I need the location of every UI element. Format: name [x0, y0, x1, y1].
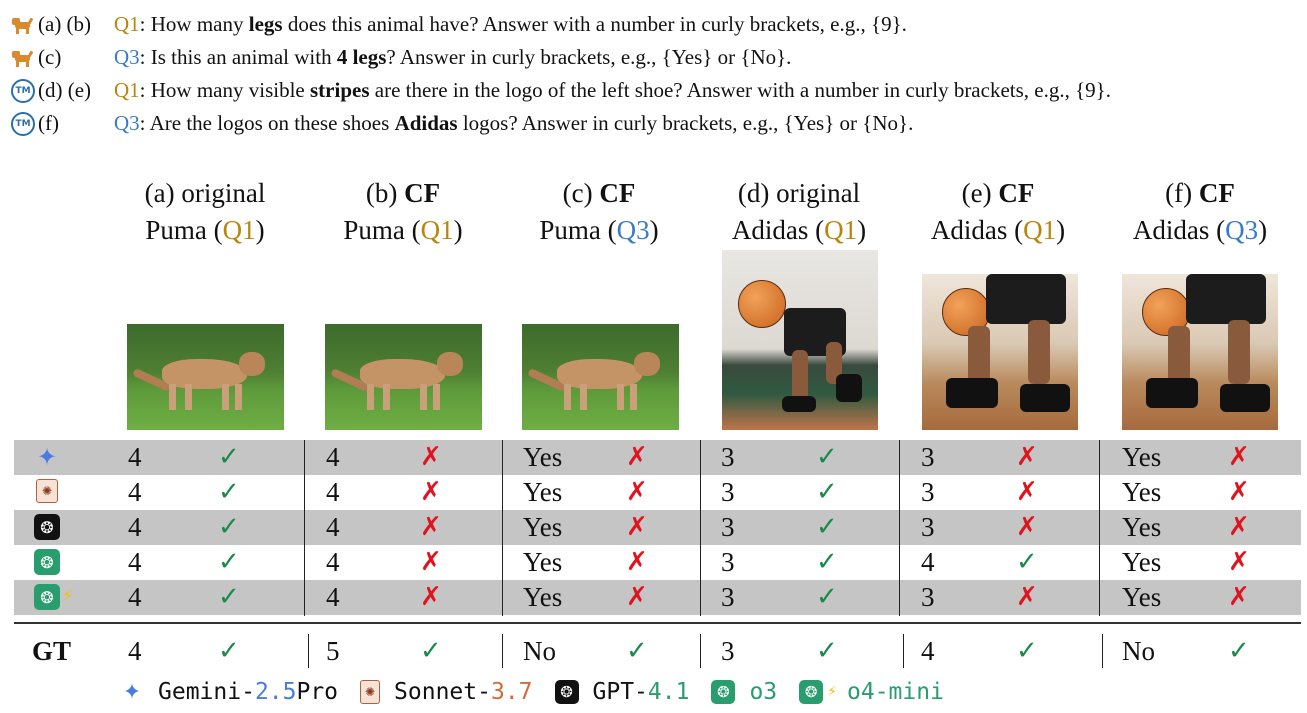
answer-cell: 4 [326, 582, 340, 612]
gt-answer-cell: 3 [721, 636, 735, 666]
gt-separator [1102, 634, 1103, 668]
question-line [8, 74, 1303, 107]
answer-cell: 4 [326, 512, 340, 542]
o4-mini-icon: ❂ [34, 584, 60, 610]
question-text [114, 111, 913, 136]
question-tag: Q3 [114, 45, 140, 69]
basketball-shoes-image [1122, 274, 1278, 430]
question-text [114, 12, 907, 37]
cross-icon: ✗ [1228, 547, 1250, 577]
check-icon: ✓ [1228, 636, 1250, 666]
trademark-icon: TM [8, 112, 38, 136]
o3-icon: ❂ [711, 680, 735, 704]
table-row [14, 510, 1301, 545]
question-text [114, 45, 791, 70]
cross-icon: ✗ [1016, 582, 1038, 612]
gt-answer-cell: No [1122, 636, 1155, 666]
sonnet-icon: ✺ [36, 479, 58, 503]
gt-separator [502, 634, 503, 668]
cougar-image [127, 324, 284, 430]
answer-cell: Yes [523, 582, 563, 612]
column-divider [304, 440, 305, 616]
question-tag: Q1 [114, 78, 140, 102]
gt-answer-cell: 4 [128, 636, 142, 666]
question-bold: Adidas [394, 111, 458, 135]
cross-icon: ✗ [1228, 477, 1250, 507]
table-row [14, 545, 1301, 580]
cross-icon: ✗ [626, 512, 648, 542]
question-bold: 4 legs [336, 45, 387, 69]
answer-cell: Yes [1122, 512, 1162, 542]
answer-cell: 4 [128, 512, 142, 542]
answer-cell: 3 [921, 477, 935, 507]
question-pre: : Is this an animal with [139, 45, 337, 69]
answer-cell: 3 [721, 582, 735, 612]
cougar-image [325, 324, 482, 430]
check-icon: ✓ [1016, 547, 1038, 577]
gt-divider [14, 622, 1301, 624]
check-icon: ✓ [218, 442, 240, 472]
answer-cell: 3 [721, 512, 735, 542]
dog-icon [8, 15, 38, 35]
gemini-icon: ✦ [122, 679, 142, 705]
cross-icon: ✗ [626, 442, 648, 472]
cross-icon: ✗ [626, 547, 648, 577]
question-post: does this animal have? Answer with a number in curly brackets, e.g., {9}. [282, 12, 907, 36]
cross-icon: ✗ [1016, 512, 1038, 542]
check-icon: ✓ [1016, 636, 1038, 666]
check-icon: ✓ [816, 442, 838, 472]
answer-cell: Yes [1122, 582, 1162, 612]
trademark-icon: TM [8, 79, 38, 103]
column-header: (a) original Puma (Q1) [144, 178, 266, 245]
basketball-player-image [722, 250, 878, 430]
table-row [14, 440, 1301, 475]
column-divider [899, 440, 900, 616]
question-text [114, 78, 1111, 103]
answer-cell: 4 [128, 547, 142, 577]
question-labels: (d) (e) [38, 78, 92, 102]
question-list [8, 8, 1303, 140]
gt-separator [308, 634, 309, 668]
answer-cell: 3 [921, 582, 935, 612]
gt-separator [700, 634, 701, 668]
answer-cell: 4 [128, 477, 142, 507]
cross-icon: ✗ [420, 477, 442, 507]
column-header: (d) original Adidas (Q1) [731, 178, 867, 245]
basketball-shoes-image [922, 274, 1078, 430]
answer-cell: 4 [326, 547, 340, 577]
legend [120, 676, 966, 708]
bolt-icon: ⚡ [62, 586, 74, 605]
check-icon: ✓ [218, 582, 240, 612]
column-header: (e) CF Adidas (Q1) [930, 178, 1066, 245]
answer-cell: 4 [128, 582, 142, 612]
question-labels: (a) (b) [38, 12, 92, 36]
answer-cell: 3 [721, 477, 735, 507]
cross-icon: ✗ [626, 477, 648, 507]
cross-icon: ✗ [420, 547, 442, 577]
gt-answer-cell: No [523, 636, 556, 666]
column-header: (f) CF Adidas (Q3) [1132, 178, 1268, 245]
answer-cell: Yes [523, 442, 563, 472]
table-row [14, 475, 1301, 510]
question-labels: (c) [38, 45, 62, 69]
question-bold: legs [248, 12, 283, 36]
answer-cell: Yes [523, 547, 563, 577]
answer-cell: Yes [1122, 442, 1162, 472]
question-pre: : How many [139, 12, 249, 36]
check-icon: ✓ [218, 636, 240, 666]
column-divider [700, 440, 701, 616]
answer-cell: 3 [921, 442, 935, 472]
answer-cell: 4 [326, 477, 340, 507]
answer-cell: Yes [1122, 477, 1162, 507]
table-row [14, 580, 1301, 615]
question-post: logos? Answer in curly brackets, e.g., {Yes} or {No}. [457, 111, 914, 135]
answer-cell: 4 [326, 442, 340, 472]
answer-cell: 3 [721, 547, 735, 577]
legend-item: ❂ ⚡ o4-mini [799, 679, 944, 705]
check-icon: ✓ [816, 547, 838, 577]
check-icon: ✓ [218, 477, 240, 507]
gt-separator [903, 634, 904, 668]
gt-label: GT [32, 636, 72, 666]
question-line [8, 41, 1303, 74]
legend-item: ❂ GPT- 4.1 [555, 679, 690, 705]
cross-icon: ✗ [1228, 582, 1250, 612]
question-post: are there in the logo of the left shoe? Answer with a number in curly brackets, e.g., {9}. [369, 78, 1112, 102]
answer-cell: Yes [523, 512, 563, 542]
cross-icon: ✗ [420, 512, 442, 542]
cross-icon: ✗ [1228, 442, 1250, 472]
answer-cell: 4 [921, 547, 935, 577]
answer-cell: Yes [523, 477, 563, 507]
o3-icon: ❂ [34, 549, 60, 575]
question-tag: Q1 [114, 12, 140, 36]
question-tag: Q3 [114, 111, 140, 135]
check-icon: ✓ [218, 512, 240, 542]
o4-mini-icon: ❂ [799, 680, 823, 704]
legend-item: ❂ o3 [711, 679, 777, 705]
check-icon: ✓ [816, 582, 838, 612]
check-icon: ✓ [816, 477, 838, 507]
gt-answer-cell: 5 [326, 636, 340, 666]
column-header: (b) CF Puma (Q1) [343, 178, 463, 245]
dog-icon [8, 48, 38, 68]
cross-icon: ✗ [1016, 477, 1038, 507]
check-icon: ✓ [218, 547, 240, 577]
question-pre: : Are the logos on these shoes [139, 111, 395, 135]
sonnet-icon: ✺ [360, 680, 380, 704]
question-labels: (f) [38, 111, 59, 135]
gpt-icon: ❂ [34, 514, 60, 540]
cougar-image [522, 324, 679, 430]
answer-cell: 3 [921, 512, 935, 542]
question-line [8, 107, 1303, 140]
legend-item: ✺ Sonnet- 3.7 [360, 679, 532, 705]
answer-cell: Yes [1122, 547, 1162, 577]
question-bold: stripes [310, 78, 370, 102]
cross-icon: ✗ [626, 582, 648, 612]
question-post: ? Answer in curly brackets, e.g., {Yes} or {No}. [386, 45, 792, 69]
check-icon: ✓ [816, 636, 838, 666]
cross-icon: ✗ [420, 582, 442, 612]
legend-item: ✦ Gemini- 2.5 Pro [120, 679, 338, 705]
check-icon: ✓ [626, 636, 648, 666]
answer-cell: 3 [721, 442, 735, 472]
check-icon: ✓ [816, 512, 838, 542]
column-header: (c) CF Puma (Q3) [539, 178, 659, 245]
column-divider [1099, 440, 1100, 616]
gemini-icon: ✦ [36, 443, 58, 471]
question-pre: : How many visible [139, 78, 310, 102]
gt-answer-cell: 4 [921, 636, 935, 666]
column-divider [502, 440, 503, 616]
answer-cell: 4 [128, 442, 142, 472]
question-line [8, 8, 1303, 41]
cross-icon: ✗ [1016, 442, 1038, 472]
cross-icon: ✗ [420, 442, 442, 472]
gpt-icon: ❂ [555, 680, 579, 704]
check-icon: ✓ [420, 636, 442, 666]
cross-icon: ✗ [1228, 512, 1250, 542]
bolt-icon: ⚡ [827, 684, 837, 700]
